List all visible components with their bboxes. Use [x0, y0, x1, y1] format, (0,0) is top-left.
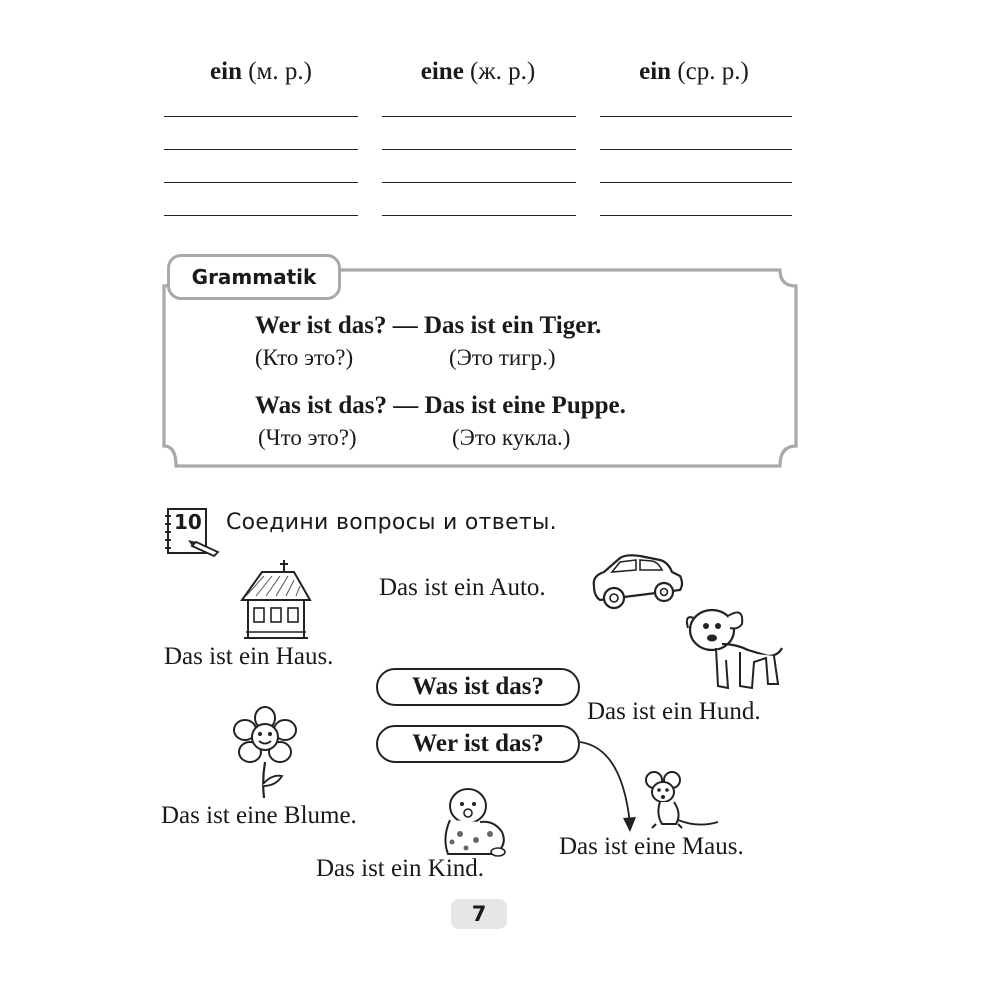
answer-line[interactable]: [164, 215, 358, 216]
question-was-box[interactable]: [376, 668, 580, 706]
answer-line[interactable]: [164, 149, 358, 150]
flower-icon: [232, 706, 298, 802]
grammar-example-2: Was ist das? — Das ist eine Puppe.: [255, 392, 626, 419]
connector-arrow: [570, 728, 650, 838]
answer-line[interactable]: [382, 215, 576, 216]
answer-line[interactable]: [600, 116, 792, 117]
answer-line[interactable]: [600, 215, 792, 216]
translation-question-1: (Кто это?): [255, 345, 354, 370]
answer-haus[interactable]: Das ist ein Haus.: [164, 643, 334, 670]
answer-line[interactable]: [600, 149, 792, 150]
answer-hund[interactable]: Das ist ein Hund.: [587, 698, 761, 725]
question-wer-box[interactable]: [376, 725, 580, 763]
article-label: ein: [639, 58, 672, 85]
house-icon: [236, 556, 314, 644]
grammar-example-1: Wer ist das? — Das ist ein Tiger.: [255, 312, 602, 339]
answer-line[interactable]: [382, 116, 576, 117]
exercise-instruction: Соедини вопросы и ответы.: [226, 510, 557, 535]
gender-label: (м. р.): [248, 58, 312, 85]
question-was-label: Was ist das?: [412, 673, 544, 700]
answer-auto[interactable]: Das ist ein Auto.: [379, 574, 546, 601]
gender-label: (ж. р.): [470, 58, 536, 85]
baby-icon: [438, 784, 512, 860]
gender-label: (ср. р.): [677, 58, 749, 85]
column-heading: [161, 58, 361, 86]
question-wer-label: Wer ist das?: [412, 730, 544, 757]
article-label: ein: [210, 58, 242, 85]
dog-icon: [682, 600, 792, 696]
answer-line[interactable]: [600, 182, 792, 183]
answer-line[interactable]: [382, 149, 576, 150]
answer-line[interactable]: [164, 182, 358, 183]
grammar-tab-label: Grammatik: [191, 265, 317, 289]
answer-blume[interactable]: Das ist eine Blume.: [161, 802, 357, 829]
article-label: eine: [420, 58, 464, 85]
column-heading: [594, 58, 794, 86]
page-number: [451, 899, 507, 929]
translation-question-2: (Что это?): [258, 425, 357, 450]
answer-line[interactable]: [164, 116, 358, 117]
column-heading: [378, 58, 578, 86]
answer-kind[interactable]: Das ist ein Kind.: [316, 855, 485, 882]
grammar-tab: [167, 254, 341, 300]
exercise-number: 10: [174, 510, 202, 534]
page-number-label: 7: [471, 902, 487, 926]
translation-answer-1: (Это тигр.): [449, 345, 556, 370]
mouse-icon: [642, 770, 722, 832]
answer-line[interactable]: [382, 182, 576, 183]
answer-maus[interactable]: Das ist eine Maus.: [559, 833, 744, 860]
car-icon: [586, 550, 688, 616]
translation-answer-2: (Это кукла.): [452, 425, 571, 450]
